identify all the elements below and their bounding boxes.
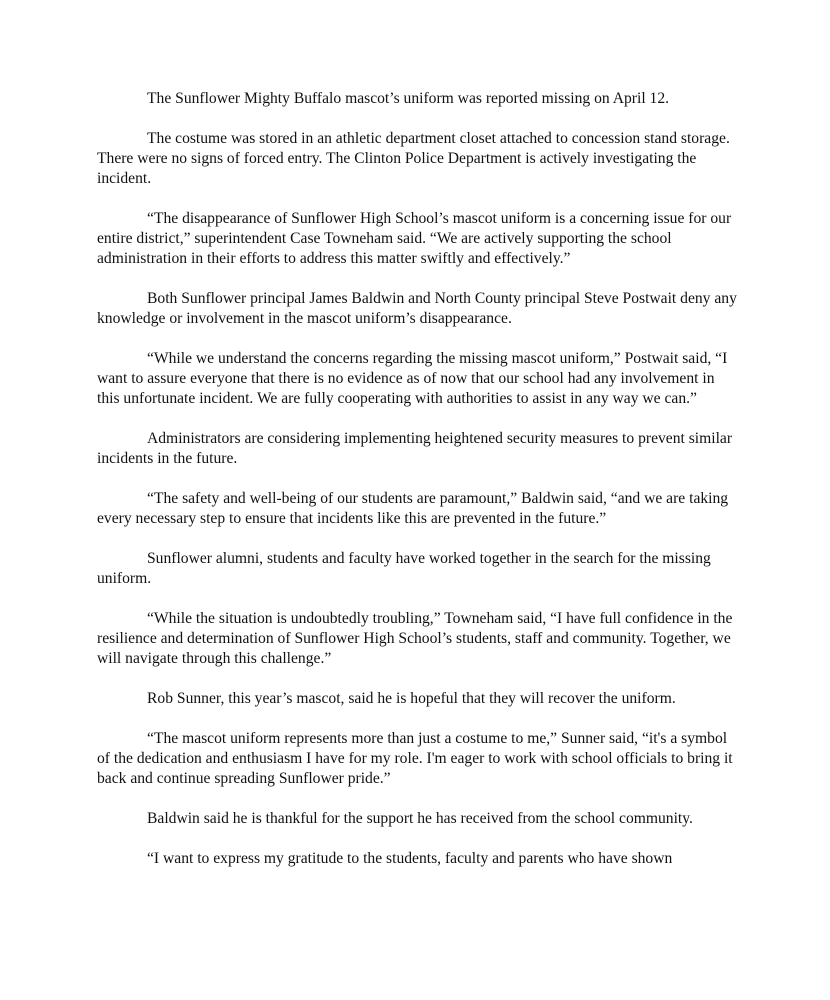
article-body: [97, 89, 737, 889]
paragraph: “The safety and well-being of our students are paramount,” Baldwin said, “and we are taking every necessary step to ensure that incidents like this are prevented in the future.”: [97, 490, 729, 527]
paragraph: Both Sunflower principal James Baldwin and North County principal Steve Postwait deny any knowledge or involvement in the mascot uniform’s disappearance.: [97, 290, 737, 327]
paragraph: “The mascot uniform represents more than just a costume to me,” Sunner said, “it's a symbol of the dedication and enthusiasm I have for my role. I'm eager to work with school officials to bring it back and continue spreading Sunflower pride.”: [97, 730, 733, 787]
paragraph: “While we understand the concerns regarding the missing mascot uniform,” Postwait said, “I want to assure everyone that there is no evidence as of now that our school had any involvement in this unfortunate incident. We are fully cooperating with authorities to assist in any way we can.”: [97, 350, 728, 407]
paragraph: Administrators are considering implementing heightened security measures to prevent similar incidents in the future.: [97, 430, 733, 467]
paragraph: The Sunflower Mighty Buffalo mascot’s uniform was reported missing on April 12.: [147, 90, 670, 107]
paragraph: “I want to express my gratitude to the students, faculty and parents who have shown: [147, 850, 673, 867]
paragraph: Baldwin said he is thankful for the support he has received from the school community.: [147, 810, 693, 827]
paragraph: “The disappearance of Sunflower High School’s mascot uniform is a concerning issue for our entire district,” superintendent Case Towneham said. “We are actively supporting the school administration in their efforts to address this matter swiftly and effectively.”: [97, 210, 732, 267]
paragraph: Rob Sunner, this year’s mascot, said he is hopeful that they will recover the uniform.: [147, 690, 676, 707]
paragraph: The costume was stored in an athletic department closet attached to concession stand storage. There were no signs of forced entry. The Clinton Police Department is actively investigating the incident.: [97, 130, 730, 187]
paragraph: “While the situation is undoubtedly troubling,” Towneham said, “I have full confidence in the resilience and determination of Sunflower High School’s students, staff and community. Together, we will navigate through this challenge.”: [97, 610, 733, 667]
paragraph: Sunflower alumni, students and faculty have worked together in the search for the missing uniform.: [97, 550, 711, 587]
